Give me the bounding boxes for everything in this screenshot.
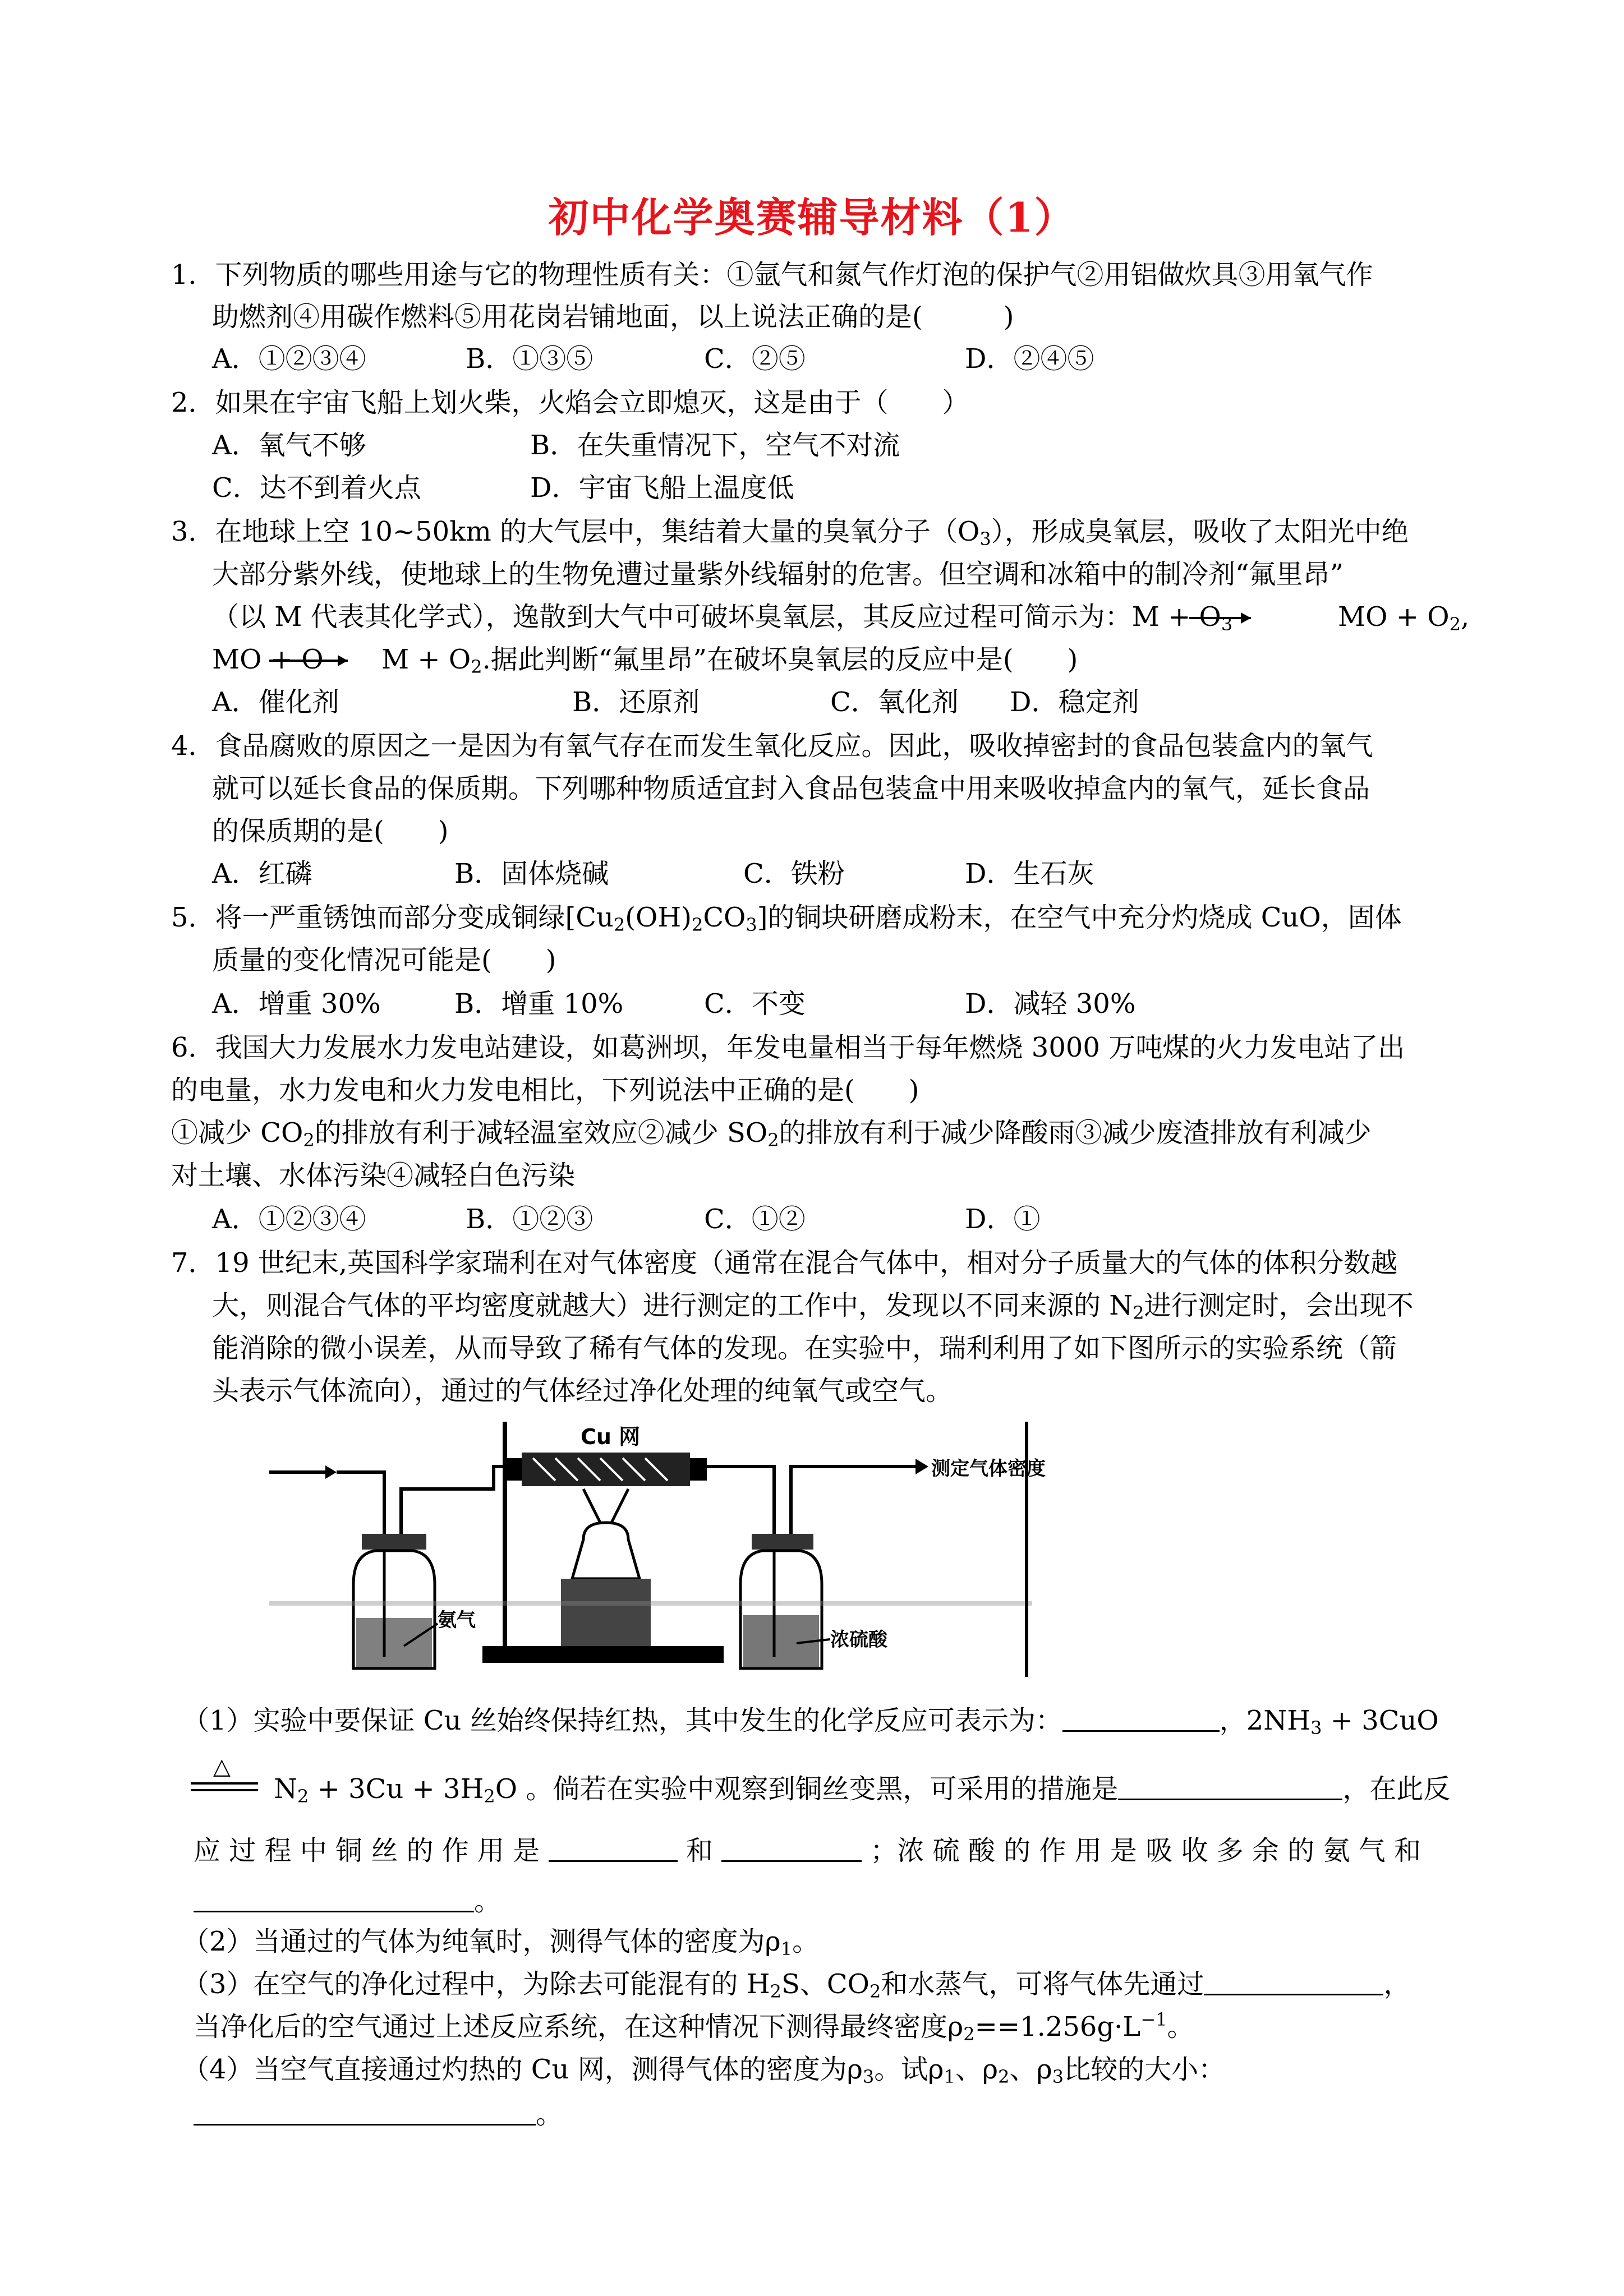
label-cu-net: Cu 网	[581, 1424, 641, 1449]
q5-option-b: B．增重 10%	[454, 988, 624, 1020]
label-density: 测定气体密度	[931, 1458, 1046, 1480]
q1-option-d: D．②④⑤	[965, 343, 1094, 375]
q5-option-a: A．增重 30%	[212, 988, 381, 1020]
q7-part4-line1: （4）当空气直接通过灼热的 Cu 网，测得气体的密度为$\rho_3$。试$\rho_1$、$\rho_2$、$\rho_3$比较的大小：	[182, 2054, 1226, 2087]
q5-option-c: C．不变	[704, 988, 806, 1020]
burner	[561, 1579, 651, 1646]
q5-line2: 质量的变化情况可能是( )	[212, 944, 556, 976]
q3-option-d: D．稳定剂	[1010, 686, 1139, 718]
reaction-arrow-icon	[1189, 605, 1257, 631]
q4-option-d: D．生石灰	[965, 858, 1094, 889]
q3-line3-product: MO + $O_2$,	[1338, 601, 1470, 635]
q2-option-d: D．宇宙飞船上温度低	[530, 472, 794, 504]
bottle-stopper-right	[752, 1534, 813, 1550]
equals-condition-icon	[191, 1777, 258, 1810]
q5-line1: 5．将一严重锈蚀而部分变成铜绿$[Cu_2(OH)_2CO_3]$的铜块研磨成粉末，在空气中充分灼烧成 CuO，固体	[171, 902, 1402, 935]
stand-base	[482, 1646, 724, 1663]
q6-line4: 对土壤、水体污染④减轻白色污染	[171, 1160, 576, 1191]
reaction-arrow-icon	[269, 647, 353, 674]
q6-option-a: A．①②③④	[212, 1204, 366, 1235]
q6-option-d: D．①	[965, 1204, 1041, 1235]
combustion-tube	[522, 1453, 690, 1486]
q4-option-c: C．铁粉	[743, 858, 845, 889]
q2-option-a: A．氧气不够	[212, 430, 366, 461]
q4-option-b: B．固体烧碱	[454, 858, 609, 889]
q7-part1-line4: 。	[194, 1884, 501, 1918]
q7-part4-line2: 。	[194, 2097, 563, 2131]
q6-line2: 的电量，水力发电和火力发电相比，下列说法中正确的是( )	[171, 1075, 919, 1106]
q1-option-a: A．①②③④	[212, 343, 366, 375]
q3-option-b: B．还原剂	[572, 686, 700, 718]
q7-line2: 大，则混合气体的平均密度就越大）进行测定的工作中，发现以不同来源的 $N_2$进行测定时，会出现不	[212, 1290, 1414, 1324]
q3-line3: （以 M 代表其化学式），逸散到大气中可破坏臭氧层，其反应过程可简示为：$M + O_3$	[212, 601, 1233, 635]
q7-line4: 头表示气体流向），通过的气体经过净化处理的纯氧气或空气。	[212, 1375, 953, 1407]
q3-line4: $M + O_2$.据此判断“氟里昂”在破坏臭氧层的反应中是( )	[381, 644, 1078, 677]
q7-part1-line2: $N_2 + 3Cu + 3H_2O$ 。倘若在实验中观察到铜丝变黑，可采用的措施是 ，在此反	[274, 1773, 1451, 1807]
q6-line1: 6．我国大力发展水力发电站建设，如葛洲坝，年发电量相当于每年燃烧 3000 万吨煤的火力发电站了出	[171, 1032, 1405, 1063]
q3-option-a: A．催化剂	[212, 686, 339, 718]
q4-line2: 就可以延长食品的保质期。下列哪种物质适宜封入食品包装盒中用来吸收掉盒内的氧气，延长食品	[212, 773, 1370, 804]
q6-line3: ①减少 $CO_2$的排放有利于减轻温室效应②减少 $SO_2$的排放有利于减少降酸雨③减少废渣排放有利减少	[171, 1117, 1372, 1151]
label-sulfuric-acid: 浓硫酸	[830, 1629, 887, 1651]
q7-part1-line1: （1）实验中要保证 Cu 丝始终保持红热，其中发生的化学反应可表示为： ，$2NH_3 + 3CuO$	[182, 1705, 1439, 1739]
q1-line2: 助燃剂④用碳作燃料⑤用花岗岩铺地面，以上说法正确的是( )	[212, 301, 1014, 333]
q1-option-c: C．②⑤	[704, 343, 806, 375]
q7-part2: （2）当通过的气体为纯氧时，测得气体的密度为$\rho_1$。	[182, 1926, 820, 1960]
q4-line3: 的保质期的是( )	[212, 815, 449, 847]
q6-option-b: B．①②③	[466, 1204, 594, 1235]
q4-option-a: A．红磷	[212, 858, 312, 889]
q1-line1: 1．下列物质的哪些用途与它的物理性质有关：①氩气和氮气作灯泡的保护气②用铝做炊具③用氧气作	[171, 259, 1373, 291]
q7-part1-line3: 应 过 程 中 铜 丝 的 作 用 是 和 ；浓 硫 酸 的 作 用 是 吸 收 多 余 的 氨 气 和	[194, 1835, 1421, 1866]
q3-option-c: C．氧化剂	[830, 686, 959, 718]
q5-option-d: D．减轻 30%	[965, 988, 1136, 1020]
label-ammonia: 氨气	[438, 1609, 476, 1631]
page-title: 初中化学奥赛辅导材料（1）	[548, 193, 1076, 241]
q7-part3-line2: 当净化后的空气通过上述反应系统，在这种情况下测得最终密度$\rho_2==1.256g\cdot L^{-1}$。	[194, 2009, 1194, 2045]
q3-line1: 3．在地球上空 10~50km 的大气层中，集结着大量的臭氧分子$(O_3)$，形成臭氧层，吸收了太阳光中绝	[171, 516, 1409, 550]
q2-option-b: B．在失重情况下，空气不对流	[530, 430, 900, 461]
q3-line2: 大部分紫外线，使地球上的生物免遭过量紫外线辐射的危害。但空调和冰箱中的制冷剂“氟里昂”	[212, 559, 1344, 590]
q1-option-b: B．①③⑤	[466, 343, 594, 375]
q4-line1: 4．食品腐败的原因之一是因为有氧气存在而发生氧化反应。因此，吸收掉密封的食品包装盒内的氧气	[171, 730, 1373, 762]
delta-symbol: △	[213, 1754, 231, 1779]
q2-option-c: C．达不到着火点	[212, 472, 421, 504]
q7-part3-line1: （3）在空气的净化过程中，为除去可能混有的 $H_2S$、$CO_2$和水蒸气，可将气体先通过 ，	[182, 1968, 1411, 2002]
q3-line4-reactant: MO + O	[212, 644, 324, 675]
bottle-stopper-left	[362, 1534, 426, 1550]
q7-line1: 7．19 世纪末,英国科学家瑞利在对气体密度（通常在混合气体中，相对分子质量大的气体的体积分数越	[171, 1247, 1398, 1279]
q6-option-c: C．①②	[704, 1204, 806, 1235]
q2-line1: 2．如果在宇宙飞船上划火柴，火焰会立即熄灭，这是由于（ ）	[171, 387, 969, 418]
q7-line3: 能消除的微小误差，从而导致了稀有气体的发现。在实验中，瑞利利用了如下图所示的实验系统（箭	[212, 1333, 1397, 1364]
apparatus-diagram	[269, 1422, 1046, 1677]
